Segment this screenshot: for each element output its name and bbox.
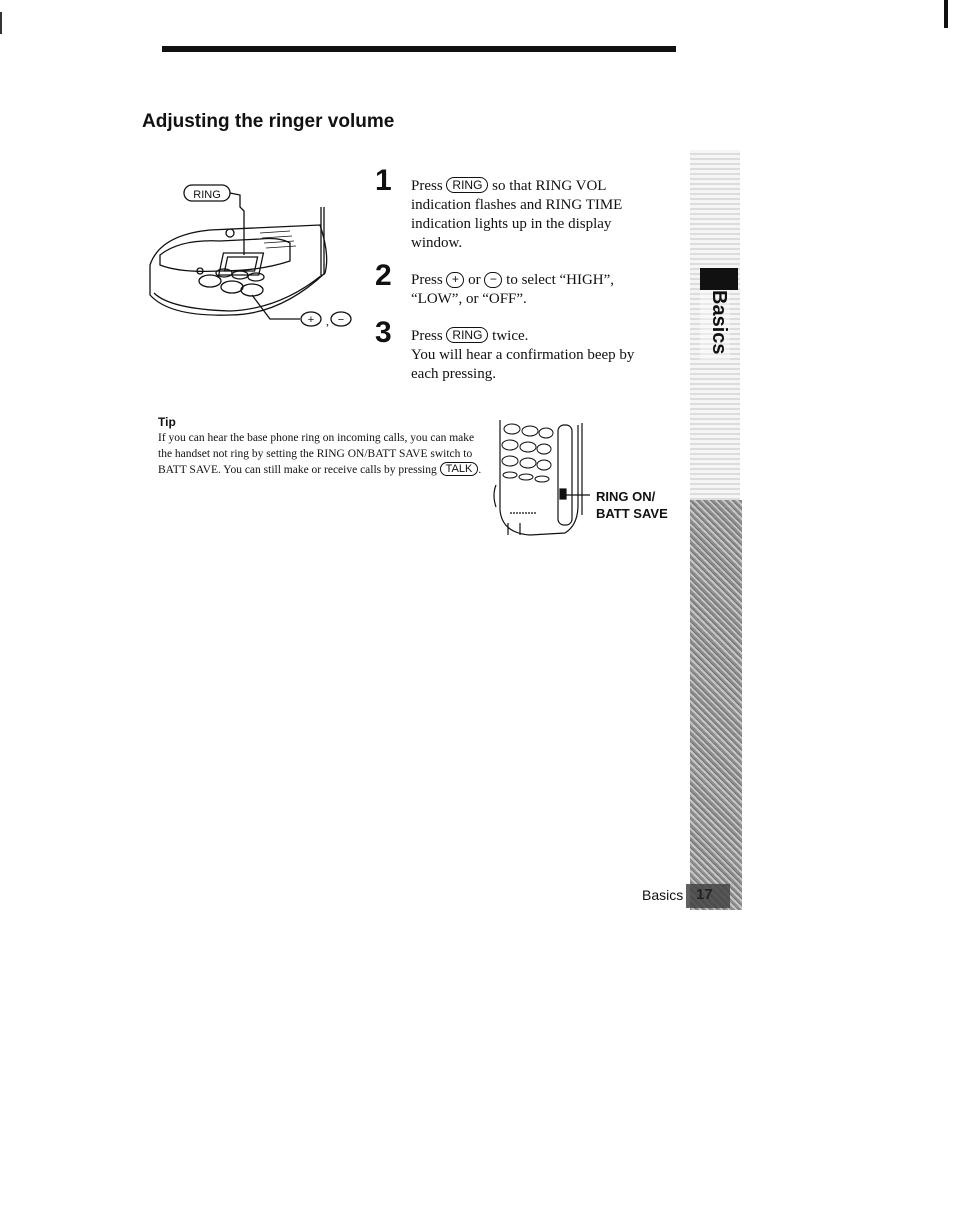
footer-section-name: Basics: [642, 887, 684, 903]
step-2-text: Press + or − to select “HIGH”, “LOW”, or “OFF”.: [411, 272, 615, 307]
tip-heading: Tip: [158, 415, 176, 429]
base-phone-illustration: [140, 175, 375, 335]
step-1-text: Press RING so that RING VOL indication flashes and RING TIME indication lights up in the display window.: [411, 178, 623, 251]
step-2-number: 2: [375, 259, 392, 292]
minus-key-label: −: [337, 314, 345, 326]
svg-text:,: ,: [326, 314, 329, 328]
plus-key-label: +: [307, 314, 315, 326]
side-tab-texture-dark: [690, 500, 742, 910]
top-rule: [162, 46, 676, 52]
corner-mark: [944, 0, 948, 28]
ring-key-label: RING: [193, 189, 221, 201]
ring-key: RING: [446, 177, 488, 193]
step-3-text: Press RING twice. You will hear a confirmation beep by each pressing.: [411, 328, 635, 382]
tip-text: If you can hear the base phone ring on incoming calls, you can make the handset not ring by setting the RING ON/BATT SAVE switch to BATT SAVE. You can still make or receive calls by pressing TALK .: [158, 432, 482, 476]
step-3-number: 3: [375, 316, 392, 349]
handset-illustration: [490, 415, 590, 540]
side-tab-label: Basics: [700, 290, 730, 360]
talk-key: TALK: [440, 462, 479, 476]
ring-on-batt-save-label: RING ON/ BATT SAVE: [596, 489, 668, 521]
page-number: 17: [696, 886, 713, 903]
section-title: Adjusting the ringer volume: [142, 111, 395, 132]
step-1-number: 1: [375, 164, 392, 197]
ring-switch: [560, 489, 566, 499]
ring-key: RING: [446, 327, 488, 343]
plus-key: +: [446, 272, 464, 288]
side-tab-marker: [700, 268, 738, 290]
minus-key: −: [484, 272, 502, 288]
scan-edge-mark: [0, 12, 2, 34]
